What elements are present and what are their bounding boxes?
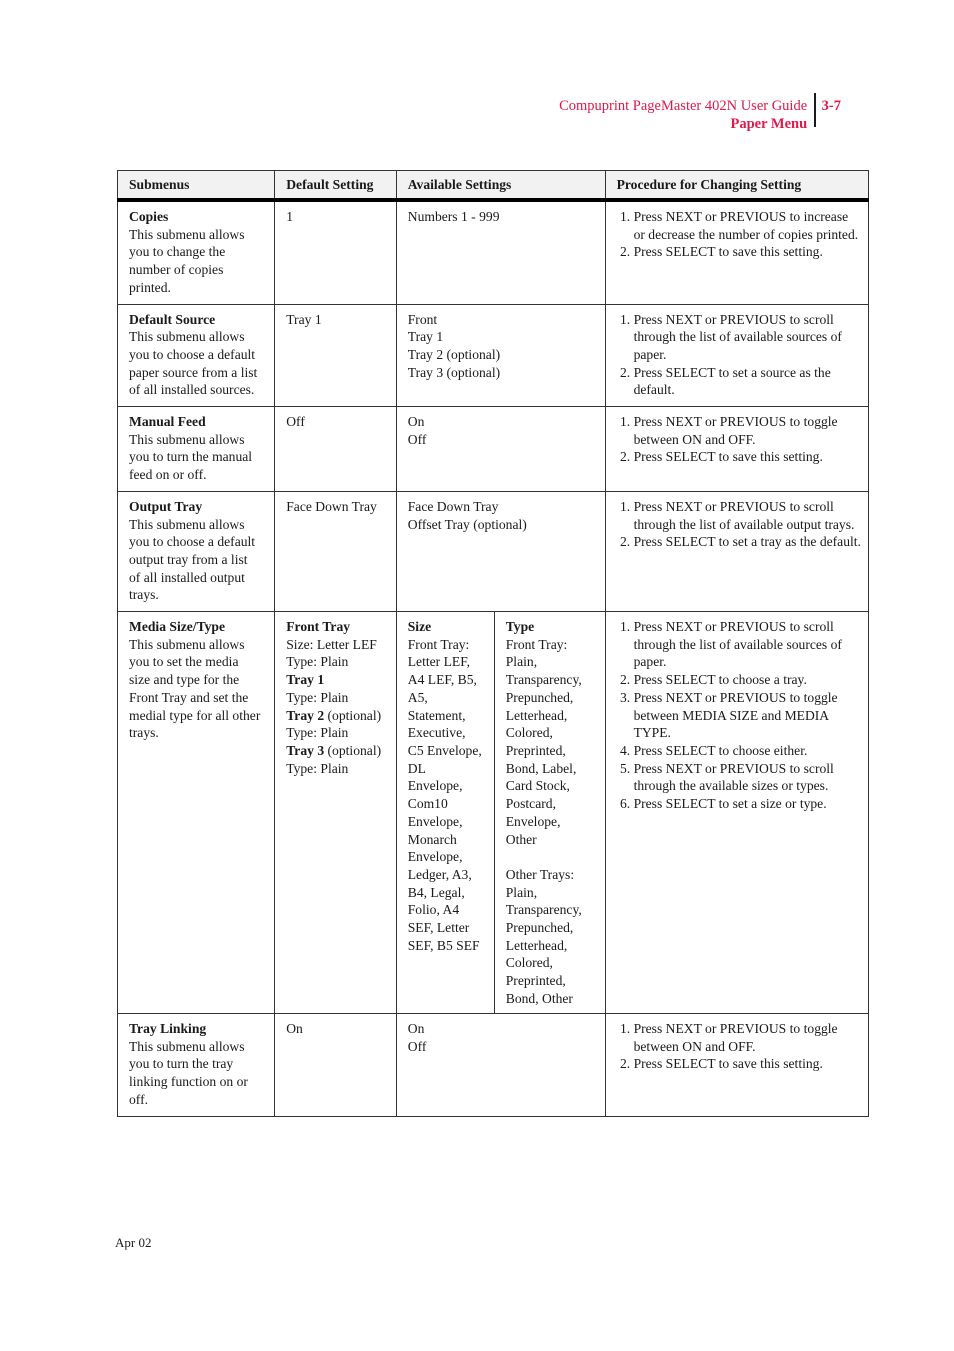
submenu-name: Media Size/Type [129, 619, 226, 635]
submenu-name: Tray Linking [129, 1021, 207, 1037]
type-option: Bond, Label, [505, 760, 577, 776]
type-option: Other Trays: [505, 866, 575, 882]
size-option: DL [407, 760, 426, 776]
table-row [118, 612, 869, 1014]
type-option: Transparency, [505, 672, 582, 688]
procedure-cell [605, 491, 868, 611]
size-option: Letter LEF, [407, 654, 471, 670]
page-number: 3-7 [821, 98, 841, 114]
procedure-cell [605, 200, 868, 304]
available-cell: Front Tray 1 Tray 2 (optional) Tray 3 (optional) [396, 304, 605, 407]
size-option: Executive, [407, 725, 466, 741]
column-header: Submenus [118, 171, 275, 201]
default-cell: Tray 1 [275, 304, 397, 407]
column-header: Procedure for Changing Setting [605, 171, 868, 201]
submenu-cell: Manual Feed This submenu allows you to turn the manual feed on or off. [118, 407, 275, 492]
procedure-step: 1. Press NEXT or PREVIOUS to scroll through the list of available sources of paper. [634, 618, 862, 671]
type-option: Bond, Other [505, 990, 573, 1006]
guide-title: Compuprint PageMaster 402N User Guide [559, 98, 808, 114]
paper-menu-table [117, 170, 869, 1117]
size-option: Envelope, [407, 813, 463, 829]
size-option: Statement, [407, 707, 466, 723]
procedure-list [617, 311, 862, 400]
procedure-step: 1. Press NEXT or PREVIOUS to scroll through the list of available output trays. [634, 498, 862, 533]
default-cell: Front Tray Size: Letter LEF Type: Plain Tray 1 Type: Plain Tray 2 (optional) Type: Plain Tray 3 (optional) Type: Plain [275, 612, 397, 1014]
procedure-step: 6. Press SELECT to set a size or type. [634, 795, 862, 813]
size-option: SEF, Letter [407, 920, 470, 936]
table-row [118, 491, 869, 611]
procedure-list [617, 498, 862, 551]
procedure-list [617, 618, 862, 813]
size-option: A5, [407, 689, 428, 705]
default-cell: On [275, 1014, 397, 1117]
size-option: Front Tray: [407, 636, 470, 652]
available-cell: On Off [396, 407, 605, 492]
submenu-cell: Output Tray This submenu allows you to choose a default output tray from a list of all installed output trays. [118, 491, 275, 611]
table-header-row [118, 171, 869, 201]
type-option: Plain, [505, 884, 538, 900]
type-option: Transparency, [505, 902, 582, 918]
procedure-step: 2. Press SELECT to save this setting. [634, 243, 862, 261]
type-option: Envelope, [505, 813, 561, 829]
page-header [559, 97, 841, 133]
header-titles [559, 97, 814, 133]
submenu-cell: Tray Linking This submenu allows you to turn the tray linking function on or off. [118, 1014, 275, 1117]
default-cell: Face Down Tray [275, 491, 397, 611]
size-option: SEF, B5 SEF [407, 937, 480, 953]
type-option: Card Stock, [505, 778, 570, 794]
column-header: Available Settings [396, 171, 605, 201]
default-cell: Off [275, 407, 397, 492]
procedure-step: 2. Press SELECT to save this setting. [634, 448, 862, 466]
procedure-step: 2. Press SELECT to set a tray as the default. [634, 533, 862, 551]
procedure-step: 2. Press SELECT to choose a tray. [634, 671, 862, 689]
submenu-cell: Media Size/Type This submenu allows you to set the media size and type for the Front Tray and set the medial type for all other trays. [118, 612, 275, 1014]
size-option: Envelope, [407, 849, 463, 865]
footer-date: Apr 02 [115, 1235, 152, 1250]
procedure-step: 3. Press NEXT or PREVIOUS to toggle between MEDIA SIZE and MEDIA TYPE. [634, 689, 862, 742]
submenu-name: Manual Feed [129, 414, 206, 430]
available-cell: Numbers 1 - 999 [396, 200, 605, 304]
type-option: Preprinted, [505, 742, 566, 758]
section-title: Paper Menu [730, 116, 808, 132]
size-option: Folio, A4 [407, 902, 460, 918]
type-option: Plain, [505, 654, 538, 670]
default-cell: 1 [275, 200, 397, 304]
procedure-step: 5. Press NEXT or PREVIOUS to scroll through the available sizes or types. [634, 760, 862, 795]
type-option: Colored, [505, 955, 553, 971]
procedure-list [617, 1020, 862, 1073]
size-option: A4 LEF, B5, [407, 672, 477, 688]
procedure-step: 1. Press NEXT or PREVIOUS to toggle between ON and OFF. [634, 413, 862, 448]
procedure-cell [605, 304, 868, 407]
type-option: Colored, [505, 725, 553, 741]
procedure-step: 1. Press NEXT or PREVIOUS to toggle between ON and OFF. [634, 1020, 862, 1055]
table-row [118, 1014, 869, 1117]
type-option: Other [505, 831, 537, 847]
table-row [118, 304, 869, 407]
procedure-list [617, 413, 862, 466]
size-option: Envelope, [407, 778, 463, 794]
size-option: B4, Legal, [407, 884, 465, 900]
procedure-list [617, 208, 862, 261]
type-option: Preprinted, [505, 973, 566, 989]
type-option: Letterhead, [505, 937, 568, 953]
submenu-cell: Copies This submenu allows you to change the number of copies printed. [118, 200, 275, 304]
type-option: Prepunched, [505, 920, 574, 935]
submenu-name: Default Source [129, 311, 216, 327]
procedure-step: 4. Press SELECT to choose either. [634, 742, 862, 760]
type-option: Front Tray: [505, 636, 568, 652]
procedure-cell [605, 612, 868, 1014]
available-cell [396, 612, 605, 1014]
type-option: Postcard, [505, 796, 556, 812]
type-list-spacer [506, 848, 601, 866]
size-option: C5 Envelope, [407, 742, 482, 758]
submenu-name: Output Tray [129, 498, 203, 514]
type-list: Type Front Tray: Plain, Transparency, Prepunched, Letterhead, Colored, Preprinted, Bond, Label, Card Stock, Postcard, Envelope, Other Other Trays: Plain, Transparency, Prepunched, Letterhead, Colored, Preprinted, Bond, Other [495, 612, 605, 1013]
size-option: Monarch [407, 831, 457, 847]
procedure-step: 2. Press SELECT to set a source as the default. [634, 364, 862, 399]
submenu-name: Copies [129, 209, 169, 224]
procedure-cell [605, 1014, 868, 1117]
column-header: Default Setting [275, 171, 397, 201]
procedure-cell [605, 407, 868, 492]
table-row [118, 200, 869, 304]
size-list: Size Front Tray: Letter LEF, A4 LEF, B5, A5, Statement, Executive, C5 Envelope, DL Envelope, Com10 Envelope, Monarch Envelope, Ledger, A3, B4, Legal, Folio, A4 SEF, Letter SEF, B5 SEF [397, 612, 495, 1013]
type-option: Prepunched, [505, 689, 574, 705]
procedure-step: 1. Press NEXT or PREVIOUS to scroll through the list of available sources of paper. [634, 311, 862, 364]
size-option: Com10 [407, 796, 448, 812]
available-cell: On Off [396, 1014, 605, 1117]
type-option: Letterhead, [505, 707, 568, 723]
procedure-step: 2. Press SELECT to save this setting. [634, 1055, 862, 1073]
table-row [118, 407, 869, 492]
available-cell: Face Down Tray Offset Tray (optional) [396, 491, 605, 611]
size-option: Ledger, A3, [407, 866, 472, 882]
procedure-step: 1. Press NEXT or PREVIOUS to increase or decrease the number of copies printed. [634, 208, 862, 243]
submenu-cell: Default Source This submenu allows you to choose a default paper source from a list of all installed sources. [118, 304, 275, 407]
